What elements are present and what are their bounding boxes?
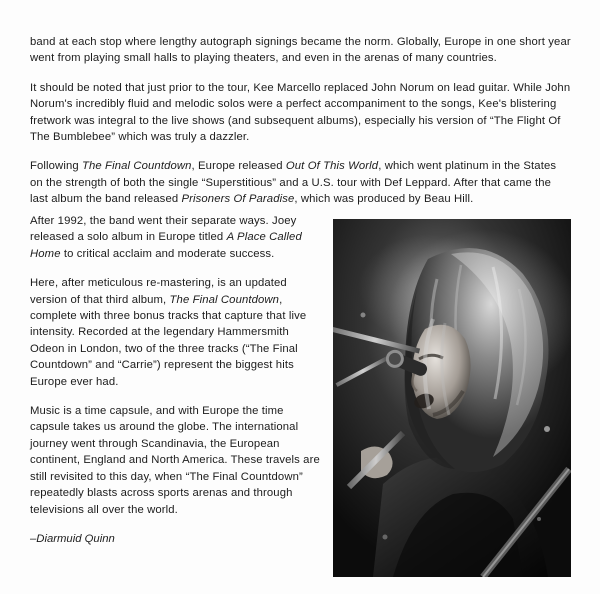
paragraph-3 <box>30 158 571 207</box>
p3-seg-6: , which was produced by Beau Hill. <box>294 193 474 206</box>
paragraph-4 <box>30 213 323 262</box>
author-signature: –Diarmuid Quinn <box>30 532 115 545</box>
p3-seg-2: , Europe released <box>191 160 286 173</box>
p4-seg-2: to critical acclaim and moderate success. <box>60 247 275 260</box>
p3-seg-4: , which went platinum in the States on the strength of both the single “Superstitious” and a U.S. tour with Def Leppard. After that came the last album the band released <box>30 160 557 206</box>
p3-seg-0: Following <box>30 160 82 173</box>
paragraph-1: band at each stop where lengthy autograph signings became the norm. Globally, Europe in one short year went from playing small halls to playing theaters, and even in the arenas of many countries. <box>30 36 571 65</box>
p4-title-a-place-called-home: A Place Called Home <box>30 231 302 260</box>
performer-photo <box>333 219 571 577</box>
p3-title-prisoners-of-paradise: Prisoners Of Paradise <box>181 193 295 206</box>
p5-title-final-countdown: The Final Countdown <box>169 293 280 306</box>
paragraph-2: It should be noted that just prior to the tour, Kee Marcello replaced John Norum on lead guitar. While John Norum's incredibly fluid and melodic solos were a perfect accompaniment to the songs, Kee's blistering fretwork was integral to the live shows (and subsequent albums), especially his version of “The Flight Of The Bumblebee” which was truly a dazzler. <box>30 81 571 144</box>
paragraph-6: Music is a time capsule, and with Europe the time capsule takes us around the globe. The international journey went through Scandinavia, the European continent, England and North America. These travels are still revisited to this day, when “The Final Countdown” repeatedly blasts across sports arenas and through televisions all over the world. <box>30 405 320 516</box>
p4-seg-0: After 1992, the band went their separate ways. Joey released a solo album in Europe titled <box>30 215 297 244</box>
p5-seg-2: , complete with three bonus tracks that capture that live intensity. Recorded at the legendary Hammersmith Odeon in London, two of the three tracks (“The Final Countdown” and “Carrie”) represent the biggest hits Europe ever had. <box>30 293 307 388</box>
p3-title-out-of-this-world: Out Of This World <box>285 160 379 173</box>
top-text-block <box>30 34 571 221</box>
p3-title-final-countdown: The Final Countdown <box>82 160 192 173</box>
left-column-text-block <box>30 213 326 547</box>
p5-seg-0: Here, after meticulous re-mastering, is an updated version of that third album, <box>30 277 287 306</box>
paragraph-5 <box>30 275 323 390</box>
